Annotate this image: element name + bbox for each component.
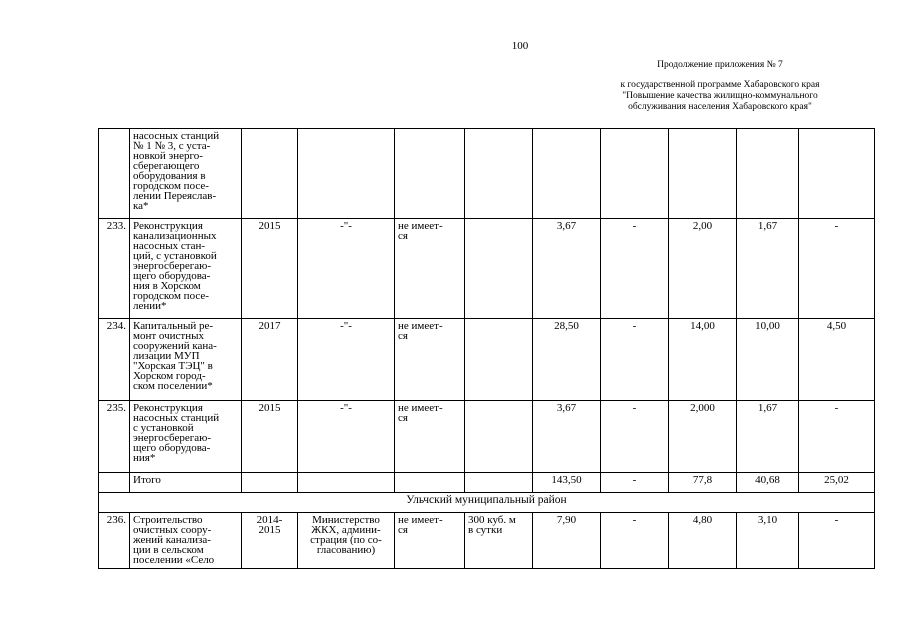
table-row-region xyxy=(99,493,875,513)
executor-cell xyxy=(298,473,395,493)
total-cell: 7,90 xyxy=(533,513,601,569)
capacity-cell: 300 куб. м в сутки xyxy=(465,513,533,569)
executor-cell: -"- xyxy=(298,401,395,473)
object-name-cell: насосных станций № 1 № 3, с уста- новкой энерго- сберегающего оборудования в городском посе- лении Переяслав- ка* xyxy=(130,129,242,219)
row-number-cell: 234. xyxy=(99,319,130,401)
total-cell: 3,67 xyxy=(533,219,601,319)
capacity-cell xyxy=(465,219,533,319)
power-cell: не имеет- ся xyxy=(395,513,465,569)
power-cell xyxy=(395,473,465,493)
object-name-cell: Строительство очистных соору- жений канализа- ции в сельском поселении «Село xyxy=(130,513,242,569)
municipal-cell: 3,10 xyxy=(737,513,799,569)
regional-cell: 14,00 xyxy=(669,319,737,401)
power-cell: не имеет- ся xyxy=(395,319,465,401)
table-row-235 xyxy=(99,401,875,473)
municipal-cell: 1,67 xyxy=(737,219,799,319)
regional-cell: 4,80 xyxy=(669,513,737,569)
table-row-234 xyxy=(99,319,875,401)
municipal-cell: 1,67 xyxy=(737,401,799,473)
year-cell: 2014- 2015 xyxy=(242,513,298,569)
federal-cell: - xyxy=(601,219,669,319)
total-cell: 28,50 xyxy=(533,319,601,401)
other-cell: - xyxy=(799,219,875,319)
table-row-236 xyxy=(99,513,875,569)
other-cell: - xyxy=(799,513,875,569)
federal-cell: - xyxy=(601,473,669,493)
federal-cell: - xyxy=(601,319,669,401)
power-cell: не имеет- ся xyxy=(395,401,465,473)
row-number-cell: 235. xyxy=(99,401,130,473)
program-table xyxy=(98,128,875,569)
year-cell: 2015 xyxy=(242,219,298,319)
row-number-cell: 233. xyxy=(99,219,130,319)
year-cell xyxy=(242,129,298,219)
capacity-cell xyxy=(465,473,533,493)
region-header: Ульчский муниципальный район xyxy=(99,493,875,513)
row-number-cell: 236. xyxy=(99,513,130,569)
capacity-cell xyxy=(465,319,533,401)
page-number: 100 xyxy=(511,40,529,52)
capacity-cell xyxy=(465,401,533,473)
row-number-cell xyxy=(99,473,130,493)
total-label-cell: Итого xyxy=(130,473,242,493)
federal-cell: - xyxy=(601,513,669,569)
total-cell xyxy=(533,129,601,219)
executor-cell: -"- xyxy=(298,219,395,319)
executor-cell: Министерство ЖКХ, админи- страция (по со- гласованию) xyxy=(298,513,395,569)
total-cell: 143,50 xyxy=(533,473,601,493)
total-cell: 3,67 xyxy=(533,401,601,473)
regional-cell xyxy=(669,129,737,219)
power-cell xyxy=(395,129,465,219)
table-row-continuation xyxy=(99,129,875,219)
other-cell xyxy=(799,129,875,219)
other-cell: 25,02 xyxy=(799,473,875,493)
table-row-233 xyxy=(99,219,875,319)
regional-cell: 2,000 xyxy=(669,401,737,473)
capacity-cell xyxy=(465,129,533,219)
year-cell xyxy=(242,473,298,493)
municipal-cell xyxy=(737,129,799,219)
row-number-cell xyxy=(99,129,130,219)
appendix-heading-line-1: Продолжение приложения № 7 xyxy=(657,60,783,70)
year-cell: 2015 xyxy=(242,401,298,473)
municipal-cell: 10,00 xyxy=(737,319,799,401)
appendix-heading-line-4: обслуживания населения Хабаровского края" xyxy=(628,102,812,112)
executor-cell xyxy=(298,129,395,219)
appendix-heading-line-3: "Повышение качества жилищно-коммунального xyxy=(622,91,818,101)
regional-cell: 77,8 xyxy=(669,473,737,493)
table-row-total xyxy=(99,473,875,493)
appendix-heading-line-2: к государственной программе Хабаровского края xyxy=(620,80,820,90)
other-cell: - xyxy=(799,401,875,473)
object-name-cell: Капитальный ре- монт очистных сооружений кана- лизации МУП "Хорская ТЭЦ" в Хорском город- ском поселении* xyxy=(130,319,242,401)
object-name-cell: Реконструкция насосных станций с установкой энергосберегаю- щего оборудова- ния* xyxy=(130,401,242,473)
municipal-cell: 40,68 xyxy=(737,473,799,493)
object-name-cell: Реконструкция канализационных насосных стан- ций, с установкой энергосберегаю- щего оборудова- ния в Хорском городском посе- лении* xyxy=(130,219,242,319)
year-cell: 2017 xyxy=(242,319,298,401)
federal-cell xyxy=(601,129,669,219)
federal-cell: - xyxy=(601,401,669,473)
executor-cell: -"- xyxy=(298,319,395,401)
regional-cell: 2,00 xyxy=(669,219,737,319)
other-cell: 4,50 xyxy=(799,319,875,401)
power-cell: не имеет- ся xyxy=(395,219,465,319)
